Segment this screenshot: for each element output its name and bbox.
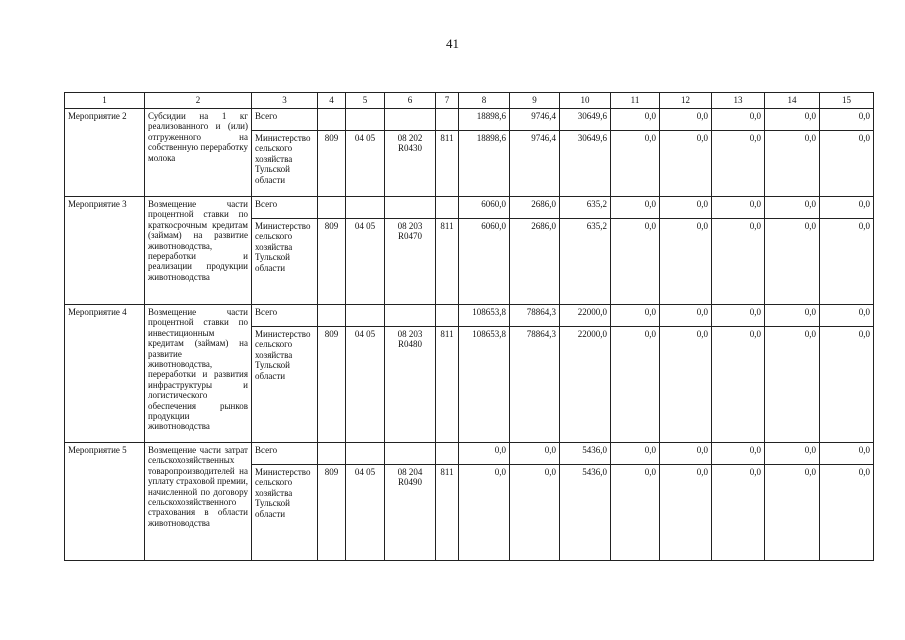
cell-value: 0,0: [611, 443, 660, 465]
cell-value: 2686,0: [510, 197, 560, 219]
cell-value: 30649,6: [560, 109, 611, 131]
cell-value: 0,0: [820, 465, 874, 561]
cell-value: 809: [318, 219, 346, 305]
cell-value: 0,0: [712, 109, 765, 131]
cell-value: 0,0: [660, 197, 712, 219]
cell-value: 0,0: [712, 197, 765, 219]
event-name: Мероприятие 4: [65, 305, 145, 443]
cell-value: 9746,4: [510, 131, 560, 197]
ministry-label: Министерство сельского хозяйства Тульской области: [252, 327, 318, 443]
event-description: Субсидии на 1 кг реализованного и (или) отгруженного на собственную переработку молока: [145, 109, 252, 197]
cell-value: 0,0: [611, 131, 660, 197]
cell-value: 0,0: [765, 131, 820, 197]
cell-value: 22000,0: [560, 327, 611, 443]
event-description: Возмещение части процентной ставки по краткосрочным кредитам (займам) на развитие животноводства, переработки и реализации продукции животноводства: [145, 197, 252, 305]
budget-table: [64, 92, 874, 561]
cell-value: 0,0: [712, 327, 765, 443]
cell-value: 0,0: [765, 219, 820, 305]
cell-value: 18898,6: [459, 131, 510, 197]
total-label: Всего: [252, 443, 318, 465]
cell-value: 0,0: [820, 443, 874, 465]
event-description: Возмещение части затрат сельскохозяйственных товаропроизводителей на уплату страховой премии, начисленной по договору сельскохозяйственного страхования в области животноводства: [145, 443, 252, 561]
cell-value: 809: [318, 131, 346, 197]
ministry-label: Министерство сельского хозяйства Тульской области: [252, 219, 318, 305]
event-description: Возмещение части процентной ставки по инвестиционным кредитам (займам) на развитие животноводства, переработки и развития инфраструктуры и логистического обеспечения рынков продукции животноводства: [145, 305, 252, 443]
cell-value: 0,0: [459, 465, 510, 561]
cell-value: 2686,0: [510, 219, 560, 305]
cell-value: 0,0: [712, 219, 765, 305]
cell-value: 08 202 R0430: [385, 131, 436, 197]
cell-value: 5436,0: [560, 443, 611, 465]
cell-value: 0,0: [820, 219, 874, 305]
column-header: 1: [65, 93, 145, 109]
cell-value: 0,0: [660, 327, 712, 443]
column-header: 13: [712, 93, 765, 109]
cell-value: 5436,0: [560, 465, 611, 561]
header-row: [65, 93, 874, 109]
cell-value: 0,0: [660, 219, 712, 305]
column-header: 12: [660, 93, 712, 109]
cell-value: 04 05: [346, 219, 385, 305]
cell-value: 0,0: [712, 131, 765, 197]
cell-value: 0,0: [611, 219, 660, 305]
column-header: 4: [318, 93, 346, 109]
cell-value: 0,0: [510, 443, 560, 465]
cell-value: 0,0: [660, 305, 712, 327]
cell-value: 0,0: [820, 131, 874, 197]
column-header: 9: [510, 93, 560, 109]
event-name: Мероприятие 2: [65, 109, 145, 197]
cell-value: 0,0: [660, 109, 712, 131]
cell-value: 04 05: [346, 131, 385, 197]
table-row-total: [65, 109, 874, 131]
cell-value: 0,0: [765, 465, 820, 561]
cell-value: 0,0: [611, 197, 660, 219]
cell-value: 811: [436, 219, 459, 305]
cell-value: 6060,0: [459, 197, 510, 219]
column-header: 6: [385, 93, 436, 109]
column-header: 3: [252, 93, 318, 109]
cell-value: 809: [318, 327, 346, 443]
cell-value: 08 204 R0490: [385, 465, 436, 561]
cell-value: 811: [436, 327, 459, 443]
cell-value: 0,0: [611, 465, 660, 561]
cell-value: 108653,8: [459, 305, 510, 327]
cell-value: 04 05: [346, 465, 385, 561]
column-header: 5: [346, 93, 385, 109]
total-label: Всего: [252, 197, 318, 219]
cell-value: 0,0: [820, 327, 874, 443]
table-row-total: [65, 443, 874, 465]
column-header: 14: [765, 93, 820, 109]
cell-value: 0,0: [820, 109, 874, 131]
cell-value: 0,0: [660, 131, 712, 197]
cell-value: 0,0: [611, 327, 660, 443]
column-header: 2: [145, 93, 252, 109]
column-header: 11: [611, 93, 660, 109]
cell-value: 0,0: [765, 443, 820, 465]
cell-value: 635,2: [560, 197, 611, 219]
cell-value: 0,0: [765, 327, 820, 443]
cell-value: 9746,4: [510, 109, 560, 131]
cell-value: 0,0: [765, 197, 820, 219]
cell-value: 6060,0: [459, 219, 510, 305]
cell-value: 809: [318, 465, 346, 561]
event-name: Мероприятие 5: [65, 443, 145, 561]
cell-value: 0,0: [712, 305, 765, 327]
ministry-label: Министерство сельского хозяйства Тульской области: [252, 465, 318, 561]
cell-value: 0,0: [510, 465, 560, 561]
cell-value: 0,0: [820, 305, 874, 327]
cell-value: 0,0: [765, 109, 820, 131]
cell-value: 78864,3: [510, 327, 560, 443]
table-row-total: [65, 197, 874, 219]
cell-value: 22000,0: [560, 305, 611, 327]
cell-value: 30649,6: [560, 131, 611, 197]
cell-value: 0,0: [660, 465, 712, 561]
ministry-label: Министерство сельского хозяйства Тульской области: [252, 131, 318, 197]
table-row-total: [65, 305, 874, 327]
cell-value: 08 203 R0470: [385, 219, 436, 305]
cell-value: 811: [436, 131, 459, 197]
cell-value: 0,0: [611, 109, 660, 131]
cell-value: 811: [436, 465, 459, 561]
cell-value: 04 05: [346, 327, 385, 443]
cell-value: 108653,8: [459, 327, 510, 443]
cell-value: 0,0: [765, 305, 820, 327]
column-header: 10: [560, 93, 611, 109]
event-name: Мероприятие 3: [65, 197, 145, 305]
total-label: Всего: [252, 305, 318, 327]
cell-value: 0,0: [660, 443, 712, 465]
column-header: 7: [436, 93, 459, 109]
cell-value: 0,0: [820, 197, 874, 219]
cell-value: 635,2: [560, 219, 611, 305]
cell-value: 0,0: [712, 443, 765, 465]
column-header: 8: [459, 93, 510, 109]
cell-value: 08 203 R0480: [385, 327, 436, 443]
cell-value: 0,0: [611, 305, 660, 327]
cell-value: 78864,3: [510, 305, 560, 327]
page-number: 41: [446, 36, 459, 51]
cell-value: 18898,6: [459, 109, 510, 131]
cell-value: 0,0: [712, 465, 765, 561]
total-label: Всего: [252, 109, 318, 131]
column-header: 15: [820, 93, 874, 109]
cell-value: 0,0: [459, 443, 510, 465]
